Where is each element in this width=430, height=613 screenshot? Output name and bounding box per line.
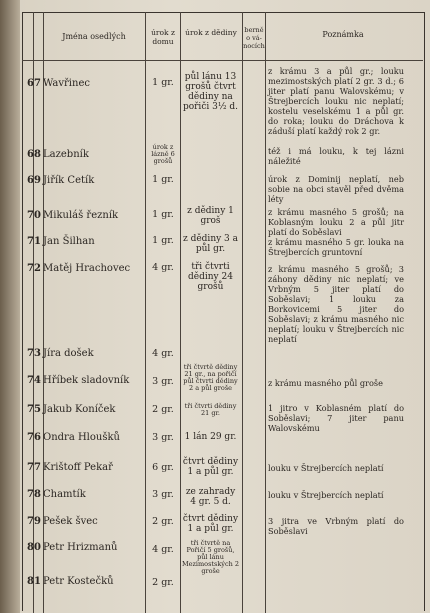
row-dom: 1 gr. <box>152 235 174 246</box>
row-dom: 3 gr. <box>152 489 174 500</box>
row-note: 1 jitro v Koblasném platí do Soběslavi; 7 jiter panu Walovskému <box>268 403 404 433</box>
column-divider <box>180 12 181 613</box>
row-note: z krámu 3 a půl gr.; louku mezimostských platí 2 gr. 3 d.; 6 jiter platí panu Walovskému; v Štrejbercích louku nic neplatí; kostelu veselskému 1 a půl gr. do roka; louku do Dráchova k záduší platí každý rok 2 gr. <box>268 66 404 136</box>
row-note: 3 jitra ve Vrbným platí do Soběslavi <box>268 516 404 536</box>
row-dom: 2 gr. <box>152 404 174 415</box>
row-number: 81 <box>27 576 41 587</box>
row-number: 71 <box>27 236 41 247</box>
column-divider <box>265 12 266 613</box>
row-dedina: tři čtvrtě dědiny 21 gr., na pořičí půl čtvrti dědiny 2 a půl groše <box>183 363 238 392</box>
row-name: Jakub Koníček <box>43 404 116 415</box>
row-dom: 2 gr. <box>152 516 174 527</box>
page-gutter-shadow <box>0 0 20 613</box>
row-dom: 1 gr. <box>152 77 174 88</box>
row-name: Hříbek sladovník <box>43 375 130 386</box>
row-name: Pešek švec <box>43 516 98 527</box>
row-name: Jíra došek <box>43 348 94 359</box>
row-note: z krámu masného 5 gr. louka na Štrejbercích gruntovní <box>268 237 404 257</box>
row-dedina: tři čtvrti dědiny 21 gr. <box>184 402 237 417</box>
row-dedina: 1 lán 29 gr. <box>184 432 237 442</box>
row-number: 76 <box>27 432 41 443</box>
row-name: Krištoff Pekař <box>43 462 113 473</box>
row-number: 70 <box>27 210 41 221</box>
row-dom: 3 gr. <box>152 432 174 443</box>
row-number: 72 <box>27 263 41 274</box>
row-note: z krámu masného 5 grošů; 3 záhony dědiny nic neplatí; ve Vrbným 5 jiter platí do Soběslavi; 1 louku za Borkovicemi 5 jiter do Soběslavi; z krámu masného nic neplatí; louku v Štrejbercích nic neplatí <box>268 264 404 344</box>
row-name: Jiřík Cetík <box>43 175 95 186</box>
row-dedina: čtvrt dědiny 1 a půl gr. <box>182 514 239 534</box>
row-number: 75 <box>27 404 41 415</box>
row-number: 68 <box>27 149 41 160</box>
column-divider <box>242 12 243 613</box>
header-note: Poznámka <box>322 30 364 39</box>
row-name: Ondra Hloušků <box>43 432 120 443</box>
row-number: 77 <box>27 462 41 473</box>
header-divider <box>22 60 423 61</box>
row-note: též i má louku, k tej lázni náležité <box>268 146 404 166</box>
row-number: 67 <box>27 78 41 89</box>
row-dom: 4 gr. <box>152 544 174 555</box>
row-dom: 3 gr. <box>152 376 174 387</box>
row-dedina: z dědiny 3 a půl gr. <box>182 234 239 254</box>
row-number: 79 <box>27 516 41 527</box>
row-number: 73 <box>27 348 41 359</box>
row-dedina: půl lánu 13 grošů čtvrt dědiny na pořiči 3½ d. <box>182 72 239 112</box>
row-note: z krámu masného půl groše <box>268 378 383 388</box>
row-dedina: tři čtvrtě na Pořičí 5 grošů, půl lánu Mezimostských 2 groše <box>182 539 240 575</box>
row-dedina: z dědiny 1 groš <box>187 206 234 226</box>
header-name: Jména osedlých <box>62 32 126 41</box>
row-note: louku v Štrejbercích neplatí <box>268 490 384 500</box>
row-name: Matěj Hrachovec <box>43 263 131 274</box>
row-number: 78 <box>27 489 41 500</box>
row-number: 74 <box>27 375 41 386</box>
row-note: úrok z Dominij neplatí, neb sobie na obci stavěl před dvěma léty <box>268 174 404 204</box>
row-dom: 1 gr. <box>152 209 174 220</box>
header-dom: úrok z domu <box>151 28 175 46</box>
header-dedina: úrok z dědiny <box>185 28 237 37</box>
row-name: Mikuláš řezník <box>43 210 119 221</box>
row-dedina: tři čtvrti dědiny 24 grošů <box>188 262 233 292</box>
row-dedina: čtvrt dědiny 1 a půl gr. <box>182 457 239 477</box>
row-name: Jan Šilhan <box>43 236 95 247</box>
row-note: louku v Štrejbercích neplatí <box>268 463 384 473</box>
row-name: Wavřinec <box>43 78 90 89</box>
row-dom: 2 gr. <box>152 577 174 588</box>
row-number: 80 <box>27 542 41 553</box>
header-berne: berně o vá-nocích <box>243 26 265 50</box>
row-dom: 4 gr. <box>152 348 174 359</box>
row-name: Lazebník <box>43 149 89 160</box>
row-name: Chamtík <box>43 489 86 500</box>
row-name: Petr Kostečků <box>43 576 114 587</box>
row-dedina: ze zahrady 4 gr. 5 d. <box>185 487 236 507</box>
row-number: 69 <box>27 175 41 186</box>
row-dom: 6 gr. <box>152 462 174 473</box>
row-note: z krámu masného 5 grošů; na Koblasným louku 2 a půl jitr platí do Soběslavi <box>268 207 404 237</box>
row-dom: 1 gr. <box>152 174 174 185</box>
row-name: Petr Hrizmanů <box>43 542 118 553</box>
row-dom: 4 gr. <box>152 262 174 273</box>
row-dom: úrok z lázně 6 grošů <box>151 143 175 165</box>
